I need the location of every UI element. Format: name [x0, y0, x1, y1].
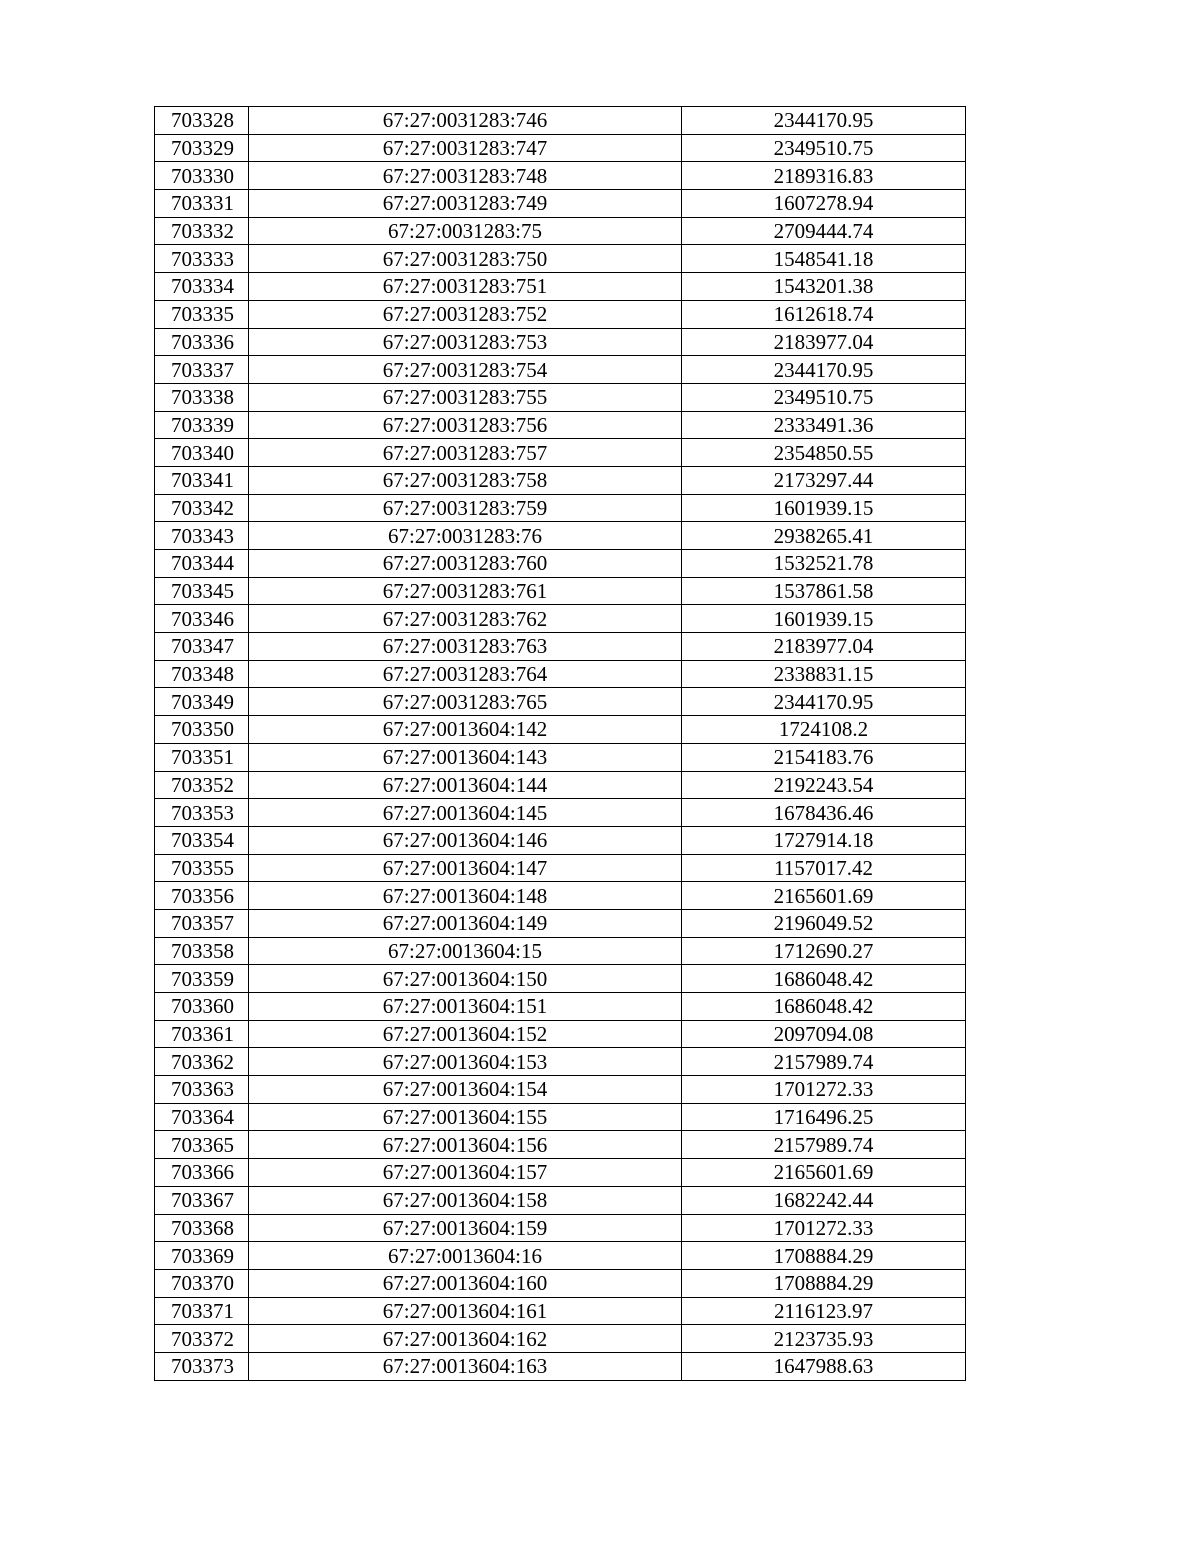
table-row: [155, 466, 966, 494]
table-row: [155, 1297, 966, 1325]
cadastral-number-cell: 67:27:0013604:152: [249, 1020, 682, 1048]
row-id-cell: 703333: [155, 245, 249, 273]
value-cell: 2157989.74: [682, 1131, 966, 1159]
row-id-cell: 703345: [155, 577, 249, 605]
row-id-cell: 703335: [155, 300, 249, 328]
value-cell: 2344170.95: [682, 688, 966, 716]
table-row: [155, 411, 966, 439]
value-cell: 1601939.15: [682, 494, 966, 522]
value-cell: 2344170.95: [682, 107, 966, 135]
row-id-cell: 703348: [155, 660, 249, 688]
cadastral-number-cell: 67:27:0031283:758: [249, 466, 682, 494]
value-cell: 1708884.29: [682, 1242, 966, 1270]
table-row: [155, 993, 966, 1021]
table-row: [155, 799, 966, 827]
row-id-cell: 703362: [155, 1048, 249, 1076]
table-row: [155, 300, 966, 328]
row-id-cell: 703365: [155, 1131, 249, 1159]
table-row: [155, 217, 966, 245]
row-id-cell: 703353: [155, 799, 249, 827]
value-cell: 1678436.46: [682, 799, 966, 827]
value-cell: 1686048.42: [682, 993, 966, 1021]
table-row: [155, 1325, 966, 1353]
row-id-cell: 703360: [155, 993, 249, 1021]
cadastral-number-cell: 67:27:0031283:752: [249, 300, 682, 328]
row-id-cell: 703328: [155, 107, 249, 135]
row-id-cell: 703349: [155, 688, 249, 716]
value-cell: 1607278.94: [682, 190, 966, 218]
value-cell: 1701272.33: [682, 1214, 966, 1242]
row-id-cell: 703342: [155, 494, 249, 522]
value-cell: 1724108.2: [682, 716, 966, 744]
cadastral-number-cell: 67:27:0013604:157: [249, 1159, 682, 1187]
table-row: [155, 1020, 966, 1048]
table-row: [155, 107, 966, 135]
cadastral-number-cell: 67:27:0013604:151: [249, 993, 682, 1021]
cadastral-number-cell: 67:27:0013604:145: [249, 799, 682, 827]
cadastral-number-cell: 67:27:0013604:160: [249, 1269, 682, 1297]
table-row: [155, 633, 966, 661]
row-id-cell: 703334: [155, 273, 249, 301]
value-cell: 2173297.44: [682, 466, 966, 494]
value-cell: 1157017.42: [682, 854, 966, 882]
table-row: [155, 1214, 966, 1242]
row-id-cell: 703331: [155, 190, 249, 218]
row-id-cell: 703356: [155, 882, 249, 910]
value-cell: 1686048.42: [682, 965, 966, 993]
cadastral-number-cell: 67:27:0013604:15: [249, 937, 682, 965]
cadastral-number-cell: 67:27:0013604:159: [249, 1214, 682, 1242]
row-id-cell: 703358: [155, 937, 249, 965]
table-row: [155, 605, 966, 633]
table-row: [155, 383, 966, 411]
row-id-cell: 703372: [155, 1325, 249, 1353]
cadastral-number-cell: 67:27:0031283:75: [249, 217, 682, 245]
row-id-cell: 703343: [155, 522, 249, 550]
cadastral-number-cell: 67:27:0031283:750: [249, 245, 682, 273]
table-row: [155, 328, 966, 356]
row-id-cell: 703368: [155, 1214, 249, 1242]
value-cell: 2116123.97: [682, 1297, 966, 1325]
cadastral-number-cell: 67:27:0013604:146: [249, 826, 682, 854]
table-row: [155, 882, 966, 910]
value-cell: 2165601.69: [682, 1159, 966, 1187]
row-id-cell: 703373: [155, 1352, 249, 1380]
row-id-cell: 703336: [155, 328, 249, 356]
row-id-cell: 703339: [155, 411, 249, 439]
cadastral-number-cell: 67:27:0013604:143: [249, 743, 682, 771]
table-row: [155, 1352, 966, 1380]
row-id-cell: 703369: [155, 1242, 249, 1270]
cadastral-number-cell: 67:27:0013604:153: [249, 1048, 682, 1076]
value-cell: 1701272.33: [682, 1076, 966, 1104]
cadastral-number-cell: 67:27:0031283:759: [249, 494, 682, 522]
table-row: [155, 439, 966, 467]
value-cell: 2157989.74: [682, 1048, 966, 1076]
row-id-cell: 703346: [155, 605, 249, 633]
table-row: [155, 245, 966, 273]
table-row: [155, 134, 966, 162]
row-id-cell: 703341: [155, 466, 249, 494]
row-id-cell: 703359: [155, 965, 249, 993]
value-cell: 1647988.63: [682, 1352, 966, 1380]
value-cell: 2097094.08: [682, 1020, 966, 1048]
table-row: [155, 550, 966, 578]
value-cell: 2196049.52: [682, 909, 966, 937]
cadastral-number-cell: 67:27:0031283:755: [249, 383, 682, 411]
row-id-cell: 703361: [155, 1020, 249, 1048]
value-cell: 2938265.41: [682, 522, 966, 550]
cadastral-number-cell: 67:27:0013604:163: [249, 1352, 682, 1380]
value-cell: 2183977.04: [682, 633, 966, 661]
cadastral-number-cell: 67:27:0031283:764: [249, 660, 682, 688]
row-id-cell: 703351: [155, 743, 249, 771]
cadastral-number-cell: 67:27:0031283:760: [249, 550, 682, 578]
row-id-cell: 703371: [155, 1297, 249, 1325]
value-cell: 2165601.69: [682, 882, 966, 910]
cadastral-number-cell: 67:27:0031283:756: [249, 411, 682, 439]
table-row: [155, 1048, 966, 1076]
cadastral-number-cell: 67:27:0031283:76: [249, 522, 682, 550]
row-id-cell: 703330: [155, 162, 249, 190]
row-id-cell: 703344: [155, 550, 249, 578]
table-row: [155, 1186, 966, 1214]
value-cell: 1532521.78: [682, 550, 966, 578]
table-row: [155, 190, 966, 218]
value-cell: 1682242.44: [682, 1186, 966, 1214]
table-row: [155, 1159, 966, 1187]
table-row: [155, 771, 966, 799]
cadastral-number-cell: 67:27:0013604:148: [249, 882, 682, 910]
value-cell: 2189316.83: [682, 162, 966, 190]
cadastral-number-cell: 67:27:0013604:150: [249, 965, 682, 993]
value-cell: 2349510.75: [682, 383, 966, 411]
cadastral-number-cell: 67:27:0031283:765: [249, 688, 682, 716]
row-id-cell: 703347: [155, 633, 249, 661]
value-cell: 2354850.55: [682, 439, 966, 467]
cadastral-number-cell: 67:27:0013604:162: [249, 1325, 682, 1353]
cadastral-number-cell: 67:27:0013604:158: [249, 1186, 682, 1214]
row-id-cell: 703363: [155, 1076, 249, 1104]
table-row: [155, 356, 966, 384]
table-row: [155, 1131, 966, 1159]
value-cell: 2333491.36: [682, 411, 966, 439]
table-row: [155, 1076, 966, 1104]
cadastral-value-table: [154, 106, 966, 1381]
cadastral-number-cell: 67:27:0031283:762: [249, 605, 682, 633]
value-cell: 1601939.15: [682, 605, 966, 633]
value-cell: 2192243.54: [682, 771, 966, 799]
cadastral-number-cell: 67:27:0013604:161: [249, 1297, 682, 1325]
table-row: [155, 522, 966, 550]
value-cell: 2709444.74: [682, 217, 966, 245]
cadastral-number-cell: 67:27:0013604:16: [249, 1242, 682, 1270]
value-cell: 1612618.74: [682, 300, 966, 328]
table-row: [155, 577, 966, 605]
cadastral-number-cell: 67:27:0013604:156: [249, 1131, 682, 1159]
value-cell: 1712690.27: [682, 937, 966, 965]
row-id-cell: 703357: [155, 909, 249, 937]
cadastral-number-cell: 67:27:0031283:761: [249, 577, 682, 605]
row-id-cell: 703354: [155, 826, 249, 854]
value-cell: 2123735.93: [682, 1325, 966, 1353]
cadastral-number-cell: 67:27:0031283:754: [249, 356, 682, 384]
table-row: [155, 743, 966, 771]
cadastral-number-cell: 67:27:0013604:155: [249, 1103, 682, 1131]
cadastral-number-cell: 67:27:0031283:753: [249, 328, 682, 356]
cadastral-number-cell: 67:27:0031283:763: [249, 633, 682, 661]
value-cell: 1543201.38: [682, 273, 966, 301]
table-row: [155, 826, 966, 854]
table-row: [155, 494, 966, 522]
cadastral-number-cell: 67:27:0013604:142: [249, 716, 682, 744]
cadastral-number-cell: 67:27:0031283:757: [249, 439, 682, 467]
cadastral-number-cell: 67:27:0031283:746: [249, 107, 682, 135]
cadastral-number-cell: 67:27:0013604:149: [249, 909, 682, 937]
table-row: [155, 1103, 966, 1131]
value-cell: 2154183.76: [682, 743, 966, 771]
value-cell: 2338831.15: [682, 660, 966, 688]
row-id-cell: 703352: [155, 771, 249, 799]
row-id-cell: 703338: [155, 383, 249, 411]
table-row: [155, 716, 966, 744]
row-id-cell: 703366: [155, 1159, 249, 1187]
value-cell: 1548541.18: [682, 245, 966, 273]
cadastral-number-cell: 67:27:0031283:749: [249, 190, 682, 218]
row-id-cell: 703337: [155, 356, 249, 384]
value-cell: 1716496.25: [682, 1103, 966, 1131]
row-id-cell: 703364: [155, 1103, 249, 1131]
row-id-cell: 703332: [155, 217, 249, 245]
table-row: [155, 162, 966, 190]
cadastral-number-cell: 67:27:0031283:747: [249, 134, 682, 162]
cadastral-number-cell: 67:27:0031283:751: [249, 273, 682, 301]
value-cell: 2349510.75: [682, 134, 966, 162]
row-id-cell: 703367: [155, 1186, 249, 1214]
table-row: [155, 909, 966, 937]
cadastral-number-cell: 67:27:0013604:144: [249, 771, 682, 799]
value-cell: 1708884.29: [682, 1269, 966, 1297]
value-cell: 2183977.04: [682, 328, 966, 356]
table-row: [155, 1269, 966, 1297]
cadastral-number-cell: 67:27:0031283:748: [249, 162, 682, 190]
value-cell: 2344170.95: [682, 356, 966, 384]
value-cell: 1727914.18: [682, 826, 966, 854]
table-row: [155, 688, 966, 716]
row-id-cell: 703355: [155, 854, 249, 882]
row-id-cell: 703370: [155, 1269, 249, 1297]
table-row: [155, 660, 966, 688]
row-id-cell: 703350: [155, 716, 249, 744]
table-row: [155, 1242, 966, 1270]
table-row: [155, 937, 966, 965]
cadastral-number-cell: 67:27:0013604:154: [249, 1076, 682, 1104]
cadastral-number-cell: 67:27:0013604:147: [249, 854, 682, 882]
row-id-cell: 703329: [155, 134, 249, 162]
table-row: [155, 854, 966, 882]
table-row: [155, 273, 966, 301]
table-row: [155, 965, 966, 993]
row-id-cell: 703340: [155, 439, 249, 467]
value-cell: 1537861.58: [682, 577, 966, 605]
table-body: [155, 107, 966, 1381]
